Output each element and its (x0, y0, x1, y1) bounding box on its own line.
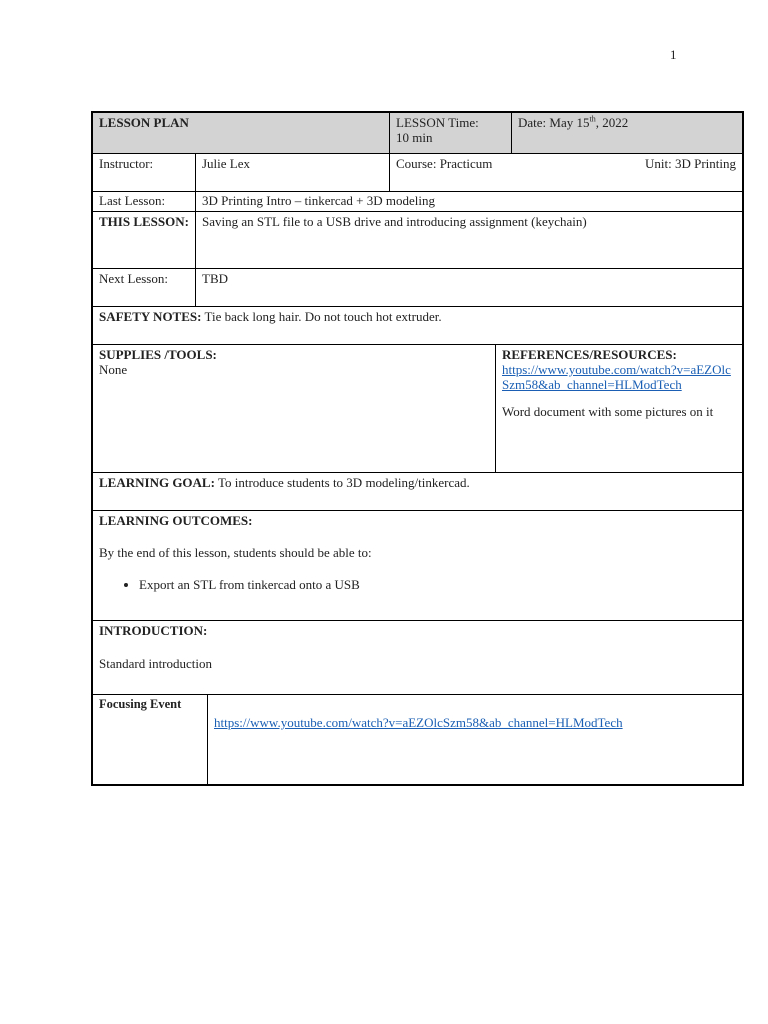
last-lesson-label: Last Lesson: (99, 193, 166, 208)
introduction-value: Standard introduction (99, 656, 213, 671)
references-note: Word document with some pictures on it (502, 404, 714, 419)
focusing-event-cell (207, 695, 742, 784)
safety-row (93, 306, 742, 344)
this-lesson-label: THIS LESSON: (99, 214, 189, 229)
focusing-event-label: Focusing Event (99, 697, 182, 711)
learning-outcomes-intro: By the end of this lesson, students should be able to: (99, 545, 372, 560)
learning-outcomes-row (93, 510, 742, 620)
lesson-time-value: 10 min (396, 130, 433, 145)
learning-goal-cell (93, 473, 742, 510)
last-lesson-value: 3D Printing Intro – tinkercad + 3D modeling (195, 192, 742, 211)
course-unit-cell (389, 154, 742, 191)
date-label: Date: May 15 (518, 115, 590, 130)
learning-outcomes-cell (93, 511, 742, 620)
supplies-cell (93, 345, 495, 472)
learning-outcome-item: • Export an STL from tinkercad onto a USB (139, 577, 736, 592)
supplies-references-row (93, 344, 742, 472)
learning-goal-value: To introduce students to 3D modeling/tinkercad. (214, 475, 470, 490)
references-cell (495, 345, 742, 472)
lesson-plan-title: LESSON PLAN (99, 115, 189, 130)
introduction-label: INTRODUCTION: (99, 623, 208, 638)
this-lesson-value: Saving an STL file to a USB drive and introducing assignment (keychain) (195, 212, 742, 268)
instructor-row (93, 153, 742, 191)
date-suffix: th (589, 114, 596, 124)
lesson-time-cell (389, 113, 511, 153)
learning-outcomes-label: LEARNING OUTCOMES: (99, 513, 253, 528)
this-lesson-row (93, 211, 742, 268)
unit-value: Unit: 3D Printing (644, 156, 736, 171)
next-lesson-value: TBD (195, 269, 742, 306)
instructor-label: Instructor: (99, 156, 154, 171)
safety-cell (93, 307, 742, 344)
page-number: 1 (670, 47, 677, 62)
introduction-cell (93, 621, 742, 694)
instructor-value: Julie Lex (195, 154, 389, 191)
introduction-row (93, 620, 742, 694)
references-link[interactable]: https://www.youtube.com/watch?v=aEZOlcSzm58&ab_channel=HLModTech (502, 362, 731, 392)
next-lesson-row (93, 268, 742, 306)
focusing-event-link[interactable]: https://www.youtube.com/watch?v=aEZOlcSzm58&ab_channel=HLModTech (214, 715, 623, 730)
lesson-time-label: LESSON Time: (396, 115, 479, 130)
supplies-value: None (99, 362, 128, 377)
learning-goal-label: LEARNING GOAL: (99, 475, 215, 490)
safety-value: Tie back long hair. Do not touch hot extruder. (201, 309, 442, 324)
date-cell (511, 113, 742, 153)
learning-goal-row (93, 472, 742, 510)
safety-label: SAFETY NOTES: (99, 309, 202, 324)
next-lesson-label: Next Lesson: (99, 271, 168, 286)
last-lesson-row (93, 191, 742, 211)
header-row (93, 113, 742, 153)
course-value: Course: Practicum (396, 156, 493, 171)
focusing-event-row (93, 694, 742, 784)
references-label: REFERENCES/RESOURCES: (502, 347, 677, 362)
supplies-label: SUPPLIES /TOOLS: (99, 347, 217, 362)
lesson-plan-table (91, 111, 744, 786)
date-year: , 2022 (595, 115, 629, 130)
learning-outcomes-list (99, 577, 736, 592)
